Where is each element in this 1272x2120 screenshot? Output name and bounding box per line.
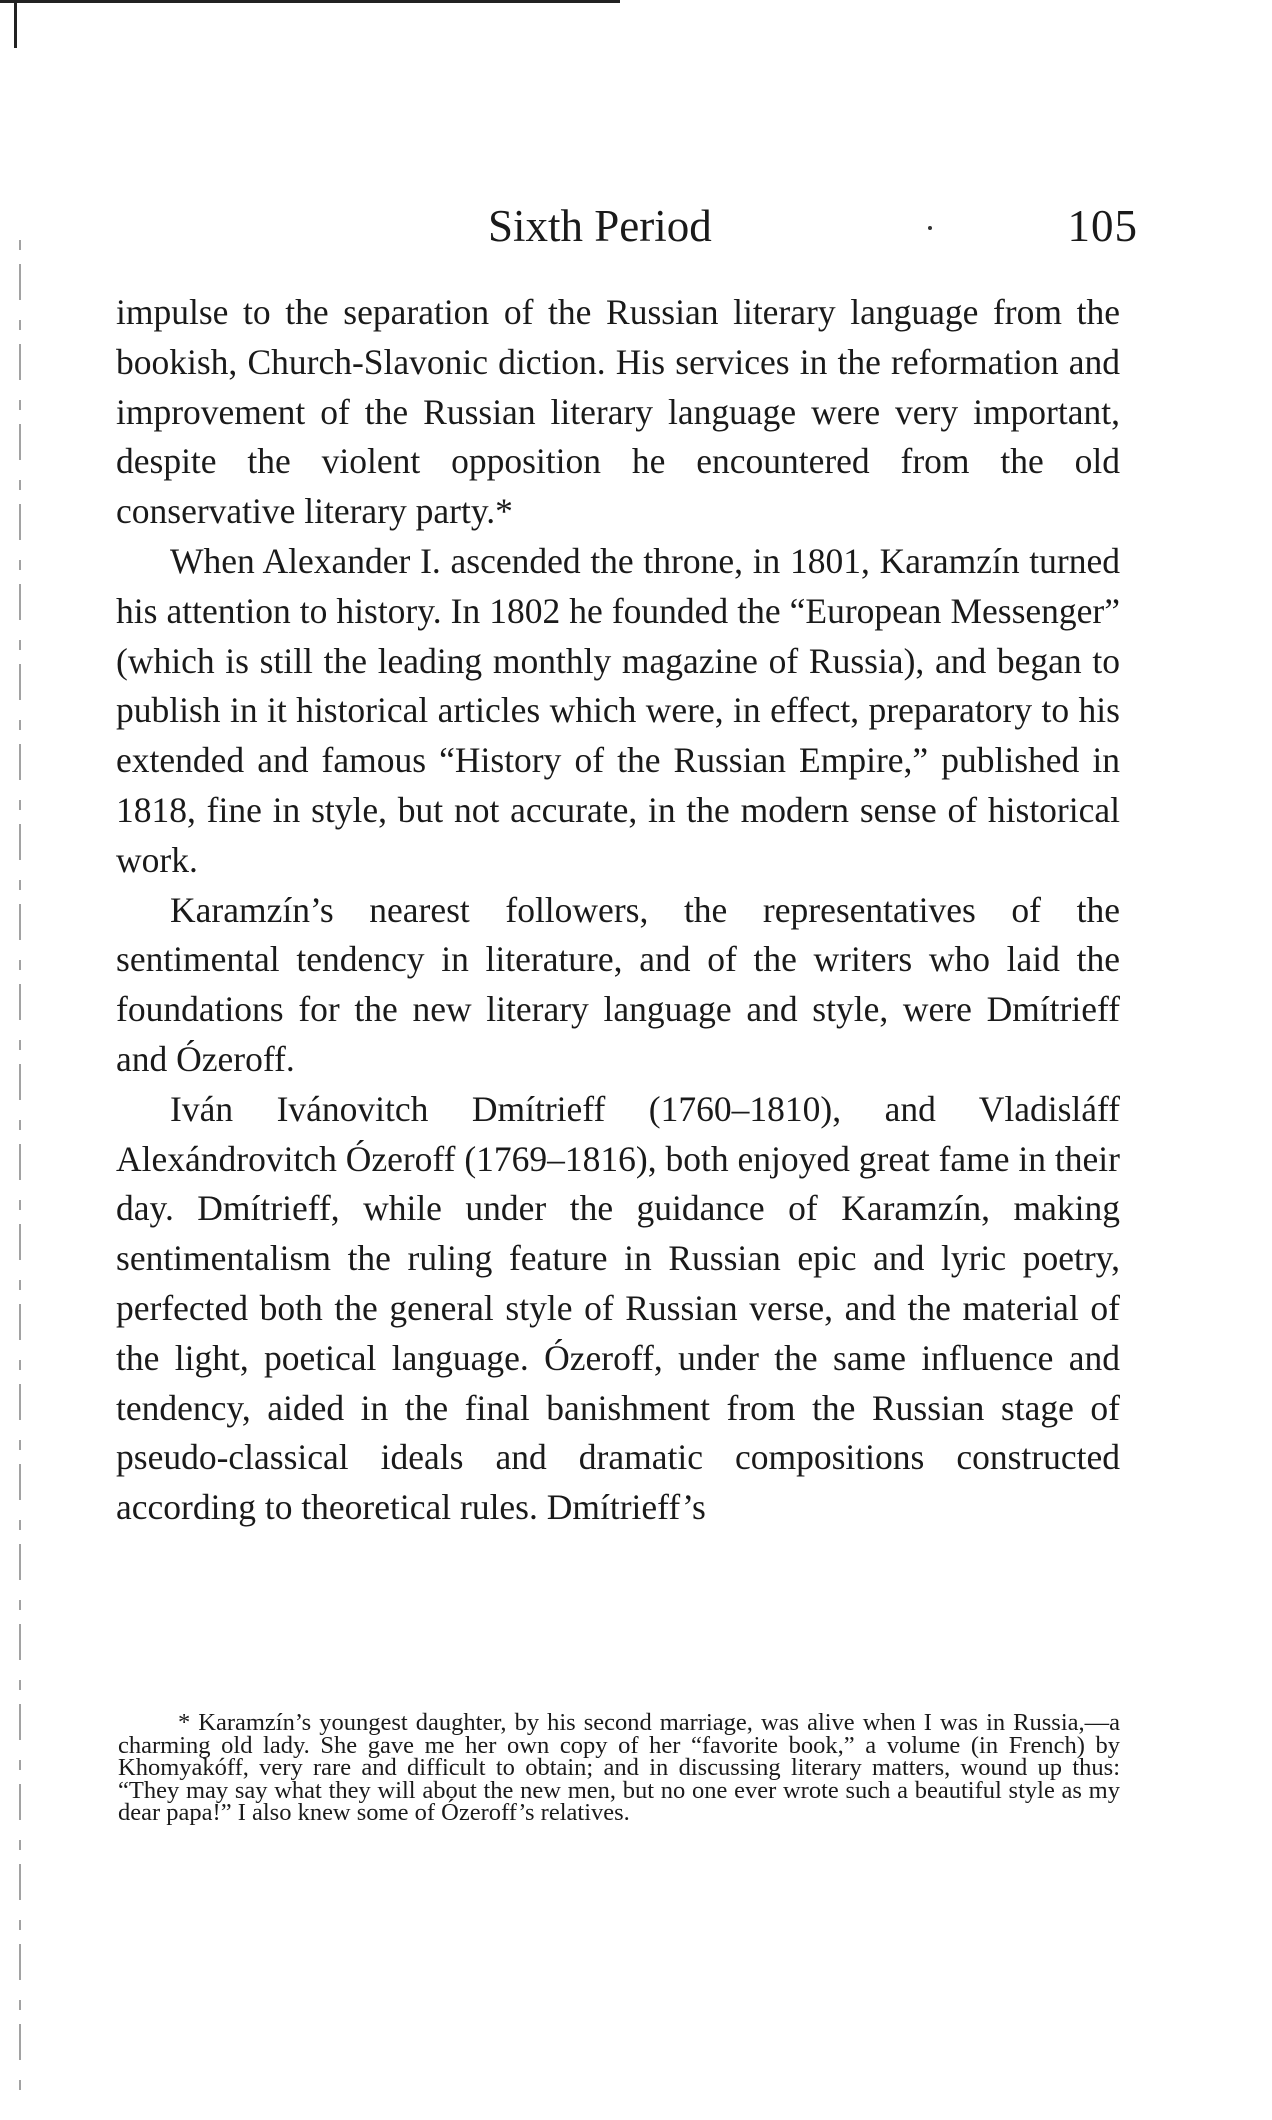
page-header — [488, 196, 1138, 256]
paragraph-4: Iván Ivánovitch Dmítrieff (1760–1810), and Vladisláff Alexándrovitch Ózeroff (1769–1816), both enjoyed great fame in their day. Dmítrieff, while under the guidance of Karamzín, making sentimentalism the ruling feature in Russian epic and lyric poetry, perfected both the general style of Russian verse, and the material of the light, poetical language. Ózeroff, under the same influence and tendency, aided in the final banishment from the Russian stage of pseudo-classical ideals and dramatic compositions constructed according to theoretical rules. Dmítrieff’s — [116, 1088, 1120, 1528]
paragraph-3: Karamzín’s nearest followers, the representatives of the sentimental tendency in literature, and of the writers who laid the foundations for the new literary language and style, were Dmítrieff and Ózeroff. — [116, 889, 1120, 1079]
running-title: Sixth Period — [488, 201, 712, 251]
body-text — [116, 288, 1120, 1533]
page-number: 105 — [1067, 201, 1138, 251]
paragraph-2: When Alexander I. ascended the throne, in 1801, Karamzín turned his attention to history. In 1802 he founded the “European Messenger” (which is still the leading monthly magazine of Russia), and began to publish in it historical articles which were, in effect, preparatory to his extended and famous “History of the Russian Empire,” published in 1818, fine in style, but not accurate, in the modern sense of historical work. — [116, 540, 1120, 880]
footnote — [118, 1709, 1120, 1827]
scan-corner-mark — [0, 0, 620, 3]
scan-gutter-line — [19, 240, 21, 2100]
header-dot — [928, 226, 932, 230]
scan-corner-mark-vertical — [14, 0, 17, 48]
footnote-text: * Karamzín’s youngest daughter, by his second marriage, was alive when I was in Russia,—a charming old lady. She gave me her own copy of her “favorite book,” a volume (in French) by Khomyakóff, very rare and difficult to obtain; and in discussing literary matters, wound up thus: “They may say what they will about the new men, but no one ever wrote such a beautiful style as my dear papa!” I also knew some of Ózeroff’s relatives. — [118, 1709, 1120, 1827]
paragraph-1: impulse to the separation of the Russian literary language from the bookish, Church-Slavonic diction. His services in the reformation and improvement of the Russian literary language were very important, despite the violent opposition he encountered from the old conservative literary party.* — [116, 292, 1120, 532]
